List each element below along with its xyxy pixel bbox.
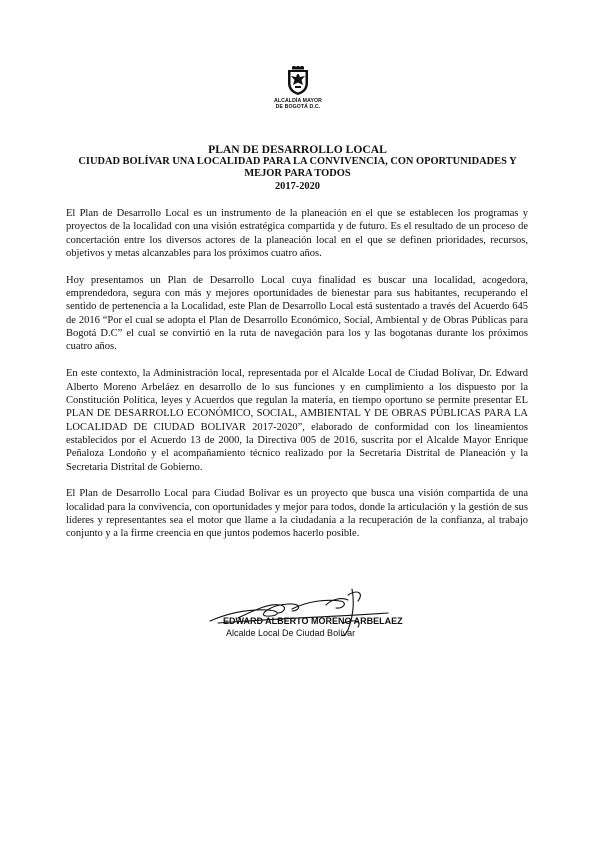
document-body <box>66 207 528 554</box>
document-subtitle: CIUDAD BOLÍVAR UNA LOCALIDAD PARA LA CONVIVENCIA, CON OPORTUNIDADES Y MEJOR PARA TODOS <box>78 156 517 179</box>
document-title: PLAN DE DESARROLLO LOCAL <box>208 143 387 156</box>
signature-block <box>208 583 428 653</box>
logo-caption-line-1: ALCALDÍA MAYOR <box>274 98 322 104</box>
document-period: 2017-2020 <box>274 181 321 192</box>
bogota-coat-of-arms-icon <box>284 66 312 96</box>
bogota-logo <box>270 66 326 110</box>
logo-caption-line-2: DE BOGOTÁ D.C. <box>275 104 321 110</box>
paragraph-purpose: Hoy presentamos un Plan de Desarrollo Local cuya finalidad es buscar una localidad, acogedora, emprendedora, segura con más y mejores oportunidades de bienestar para sus habitantes, recuperando el sentido de pertenencia a la Localidad, este Plan de Desarrollo Local está sustentado a través del Acuerdo 645 de 2016 “Por el cual se adopta el Plan de Desarrollo Económico, Social, Ambiental y de Obras Públicas para Bogotá D.C” el cual se convirtió en la ruta de navegación para los y las bogotanas durante los próximos cuatro años. <box>66 274 528 353</box>
paragraph-vision: El Plan de Desarrollo Local para Ciudad Bolívar es un proyecto que busca una visión compartida de una localidad para la convivencia, con oportunidades y mejor para todos, donde la articulación y la gestión de sus líderes y representantes sea el motor que llame a la ciudadanía a la recuperación de la confianza, al trabajo conjunto y a la firme creencia en que juntos podemos hacerlo posible. <box>66 488 528 540</box>
signatory-name: EDWARD ALBERTO MORENO ARBELAEZ <box>223 616 403 626</box>
document-header <box>60 143 535 193</box>
signatory-role: Alcalde Local De Ciudad Bolívar <box>226 628 356 638</box>
paragraph-context: En este contexto, la Administración local, representada por el Alcalde Local de Ciudad Bolívar, Dr. Edward Alberto Moreno Arbeláez en desarrollo de lo sus funciones y en cumplimiento a los dispuesto por la Constitución Política, leyes y Acuerdos que regulan la materia, en tiempo oportuno se permite presentar EL PLAN DE DESARROLLO ECONÓMICO, SOCIAL, AMBIENTAL Y DE OBRAS PÚBLICAS PARA LA LOCALIDAD DE CIUDAD BOLIVAR 2017-2020”, elaborado de conformidad con los lineamientos establecidos por el Acuerdo 13 de 2000, la Directiva 005 de 2016, suscrita por el Alcalde Mayor Enrique Peñaloza Londoño y el acompañamiento técnico realizado por la Secretaria Distrital de Planeación y la Secretaria Distrital de Gobierno. <box>66 368 528 473</box>
paragraph-intro: El Plan de Desarrollo Local es un instrumento de la planeación en el que se establecen los programas y proyectos de la localidad con una visión estratégica compartida y de futuro. Es el resultado de un proceso de concertación entre los diversos actores de la planeación local en el que se definen prioridades, recursos, objetivos y metas alcanzables para los próximos cuatro años. <box>66 208 528 260</box>
logo-caption <box>270 98 326 110</box>
